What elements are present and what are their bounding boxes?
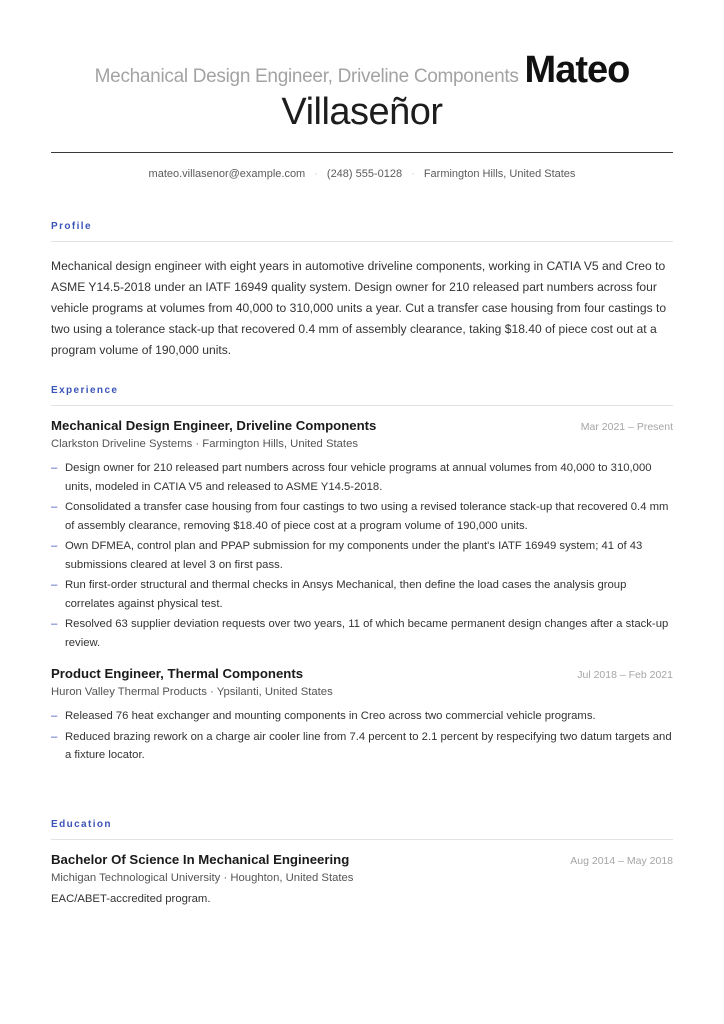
section-divider bbox=[51, 405, 673, 406]
bullet-item bbox=[51, 728, 673, 765]
email-link[interactable]: mateo.villasenor@example.com bbox=[148, 168, 306, 180]
bullet-text: Consolidated a transfer case housing from four castings to two using a revised tolerance stack-up that recovered 0.4 mm of assembly clearance, removing $18.40 of piece cost at a program volume of 190,000 units. bbox=[65, 501, 669, 532]
bullet-text: Resolved 63 supplier deviation requests over two years, 11 of which became permanent design changes after a stack-up review. bbox=[65, 618, 669, 649]
header-divider bbox=[51, 152, 673, 153]
section-divider bbox=[51, 241, 673, 242]
bullet-item bbox=[51, 615, 673, 652]
resume-header bbox=[51, 0, 673, 134]
bullet-dash: – bbox=[51, 618, 58, 630]
bullet-dash: – bbox=[51, 579, 58, 591]
contact-line bbox=[51, 168, 673, 180]
bullet-text: Released 76 heat exchanger and mounting components in Creo across two commercial vehicle programs. bbox=[65, 710, 596, 722]
education-dates: Aug 2014 – May 2018 bbox=[570, 855, 673, 867]
bullet-text: Reduced brazing rework on a charge air cooler line from 7.4 percent to 2.1 percent by respecifying two datum targets and a fixture locator. bbox=[65, 730, 672, 761]
degree-title: Bachelor Of Science In Mechanical Engineering bbox=[51, 852, 350, 867]
bullet-dash: – bbox=[51, 730, 58, 743]
bullet-item bbox=[51, 459, 673, 496]
job-header bbox=[51, 418, 673, 433]
job-dates: Jul 2018 – Feb 2021 bbox=[577, 669, 673, 681]
resume-page bbox=[51, 0, 673, 905]
experience-section bbox=[51, 385, 673, 767]
job-bullets bbox=[51, 707, 673, 765]
contact-separator: · bbox=[314, 168, 318, 180]
job-dates: Mar 2021 – Present bbox=[580, 421, 673, 433]
contact-separator: · bbox=[411, 168, 415, 180]
education-section bbox=[51, 819, 673, 905]
job-entry bbox=[51, 666, 673, 765]
location: Farmington Hills, United States bbox=[423, 168, 576, 180]
name-line bbox=[51, 50, 673, 134]
job-header bbox=[51, 666, 673, 681]
bullet-item bbox=[51, 498, 673, 535]
job-company: Clarkston Driveline Systems · Farmington Hills, United States bbox=[51, 438, 358, 450]
profile-summary: Mechanical design engineer with eight years in automotive driveline components, working in CATIA V5 and Creo to ASME Y14.5-2018 under an IATF 16949 quality system. Design owner for 210 released part numbers across four vehicle programs at volumes from 40,000 to 310,000 units a year. Cut a transfer case housing from four castings to two using a tolerance stack-up that recovered 0.4 mm of assembly clearance, taking $18.40 of piece cost out at a program volume of 190,000 units. bbox=[51, 259, 667, 357]
school-name: Michigan Technological University · Houghton, United States bbox=[51, 872, 354, 884]
education-note: EAC/ABET-accredited program. bbox=[51, 893, 211, 905]
bullet-item bbox=[51, 576, 673, 613]
bullet-dash: – bbox=[51, 710, 58, 722]
bullet-text: Run first-order structural and thermal checks in Ansys Mechanical, then define the load cases the analysis group correlates against physical test. bbox=[65, 579, 627, 610]
job-company: Huron Valley Thermal Products · Ypsilanti, United States bbox=[51, 686, 333, 698]
last-name: Villaseñor bbox=[281, 90, 443, 133]
job-entry bbox=[51, 418, 673, 652]
job-title: Product Engineer, Thermal Components bbox=[51, 666, 304, 681]
bullet-text: Design owner for 210 released part numbers across four vehicle programs at annual volumes from 40,000 to 310,000 units, modeled in CATIA V5 and released to ASME Y14.5-2018. bbox=[65, 462, 652, 493]
bullet-dash: – bbox=[51, 501, 58, 513]
section-title-experience: Experience bbox=[51, 385, 119, 396]
education-header bbox=[51, 852, 673, 867]
bullet-dash: – bbox=[51, 540, 58, 552]
section-title-education: Education bbox=[51, 819, 112, 830]
first-name: Mateo bbox=[524, 49, 630, 91]
phone-number: (248) 555-0128 bbox=[326, 168, 403, 180]
section-title-profile: Profile bbox=[51, 221, 92, 232]
bullet-item bbox=[51, 537, 673, 574]
headline: Mechanical Design Engineer, Driveline Components bbox=[94, 66, 519, 87]
job-title: Mechanical Design Engineer, Driveline Components bbox=[51, 418, 377, 433]
bullet-text: Own DFMEA, control plan and PPAP submission for my components under the plant's IATF 16949 system; 41 of 43 submissions cleared at level 3 on first pass. bbox=[65, 540, 643, 571]
section-divider bbox=[51, 839, 673, 840]
education-entry bbox=[51, 852, 673, 905]
profile-section bbox=[51, 221, 673, 361]
job-bullets bbox=[51, 459, 673, 652]
bullet-item bbox=[51, 707, 673, 726]
bullet-dash: – bbox=[51, 462, 58, 474]
